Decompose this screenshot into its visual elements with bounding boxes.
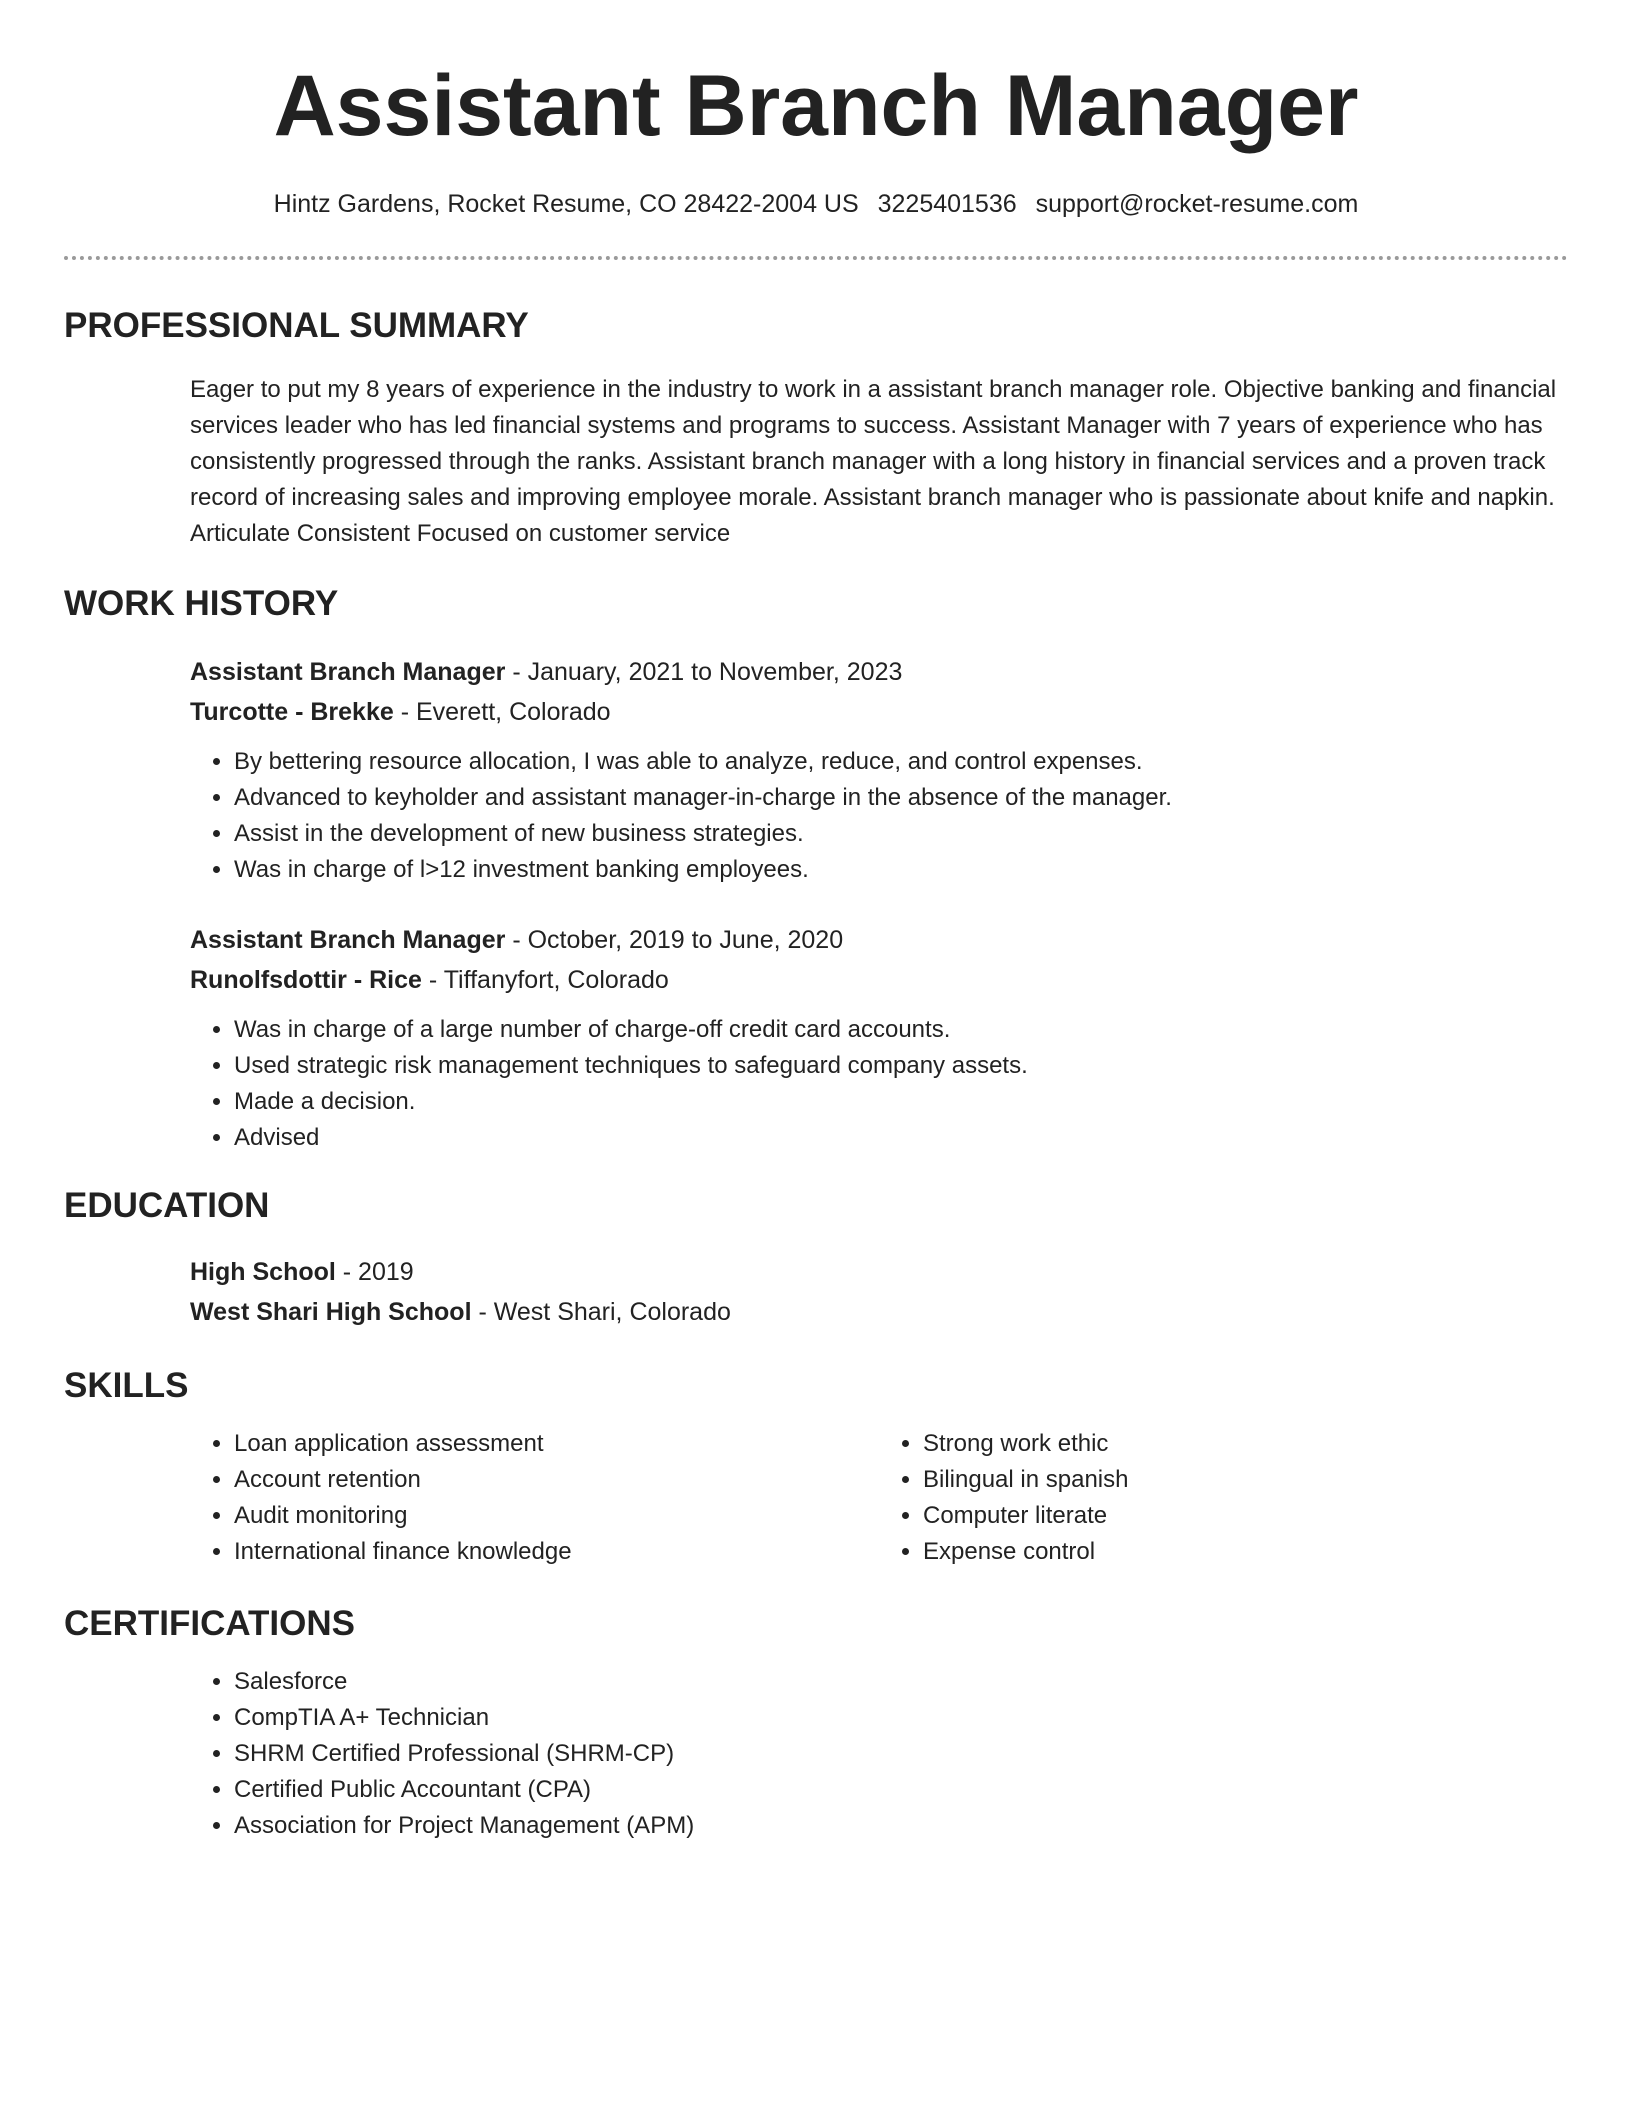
job-title-line <box>190 920 1568 960</box>
certification-item: • Association for Project Management (APM) <box>234 1808 1568 1844</box>
job-bullets <box>190 1012 1568 1156</box>
certification-item: • CompTIA A+ Technician <box>234 1700 1568 1736</box>
job-bullet: • By bettering resource allocation, I was able to analyze, reduce, and control expenses. <box>234 744 1568 780</box>
section-heading-summary: PROFESSIONAL SUMMARY <box>64 306 529 345</box>
job-title: Assistant Branch Manager <box>190 658 506 686</box>
education-school: West Shari High School <box>190 1298 472 1326</box>
certifications-block <box>190 1664 1568 1844</box>
skills-list-right <box>879 1426 1568 1570</box>
resume-page <box>64 0 1568 1844</box>
education-degree-line <box>190 1252 1568 1292</box>
skills-list-left <box>190 1426 879 1570</box>
job-bullet: • Used strategic risk management techniques to safeguard company assets. <box>234 1048 1568 1084</box>
job-title: Assistant Branch Manager <box>190 926 506 954</box>
education-section <box>64 1184 1568 1332</box>
certifications-section <box>64 1602 1568 1844</box>
job-company-line <box>190 960 1568 1000</box>
education-entry <box>190 1252 1568 1332</box>
summary-section <box>64 304 1568 552</box>
skill-item: • Audit monitoring <box>234 1498 879 1534</box>
job-dates: - January, 2021 to November, 2023 <box>505 658 903 686</box>
skills-section <box>64 1364 1568 1570</box>
summary-text: Eager to put my 8 years of experience in the industry to work in a assistant branch manager role. Objective banking and financial services leader who has led financial systems and programs to success. Assistant Manager with 7 years of experience who has consistently progressed through the ranks. Assistant branch manager with a long history in financial services and a proven track record of increasing sales and improving employee morale. Assistant branch manager who is passionate about knife and napkin. Articulate Consistent Focused on customer service <box>190 376 1557 547</box>
section-heading-work: WORK HISTORY <box>64 584 339 623</box>
job-bullet: • Advanced to keyholder and assistant manager-in-charge in the absence of the manager. <box>234 780 1568 816</box>
education-location: - West Shari, Colorado <box>471 1298 731 1326</box>
education-year: - 2019 <box>335 1258 414 1286</box>
contact-line <box>64 186 1568 222</box>
skills-grid <box>190 1426 1568 1570</box>
contact-phone: 3225401536 <box>877 190 1017 218</box>
job-dates: - October, 2019 to June, 2020 <box>505 926 844 954</box>
education-degree: High School <box>190 1258 336 1286</box>
job-bullets <box>190 744 1568 888</box>
contact-email: support@rocket-resume.com <box>1035 190 1359 218</box>
job-entry <box>190 652 1568 888</box>
certification-item: • Certified Public Accountant (CPA) <box>234 1772 1568 1808</box>
job-bullet: • Was in charge of a large number of charge-off credit card accounts. <box>234 1012 1568 1048</box>
job-company: Turcotte - Brekke <box>190 698 394 726</box>
skill-item: • Bilingual in spanish <box>923 1462 1568 1498</box>
resume-title: Assistant Branch Manager <box>273 58 1359 154</box>
certifications-list <box>190 1664 1568 1844</box>
education-school-line <box>190 1292 1568 1332</box>
job-bullet: • Made a decision. <box>234 1084 1568 1120</box>
skill-item: • Expense control <box>923 1534 1568 1570</box>
job-bullet: • Was in charge of l>12 investment banking employees. <box>234 852 1568 888</box>
job-bullet: • Advised <box>234 1120 1568 1156</box>
job-company-line <box>190 692 1568 732</box>
job-company: Runolfsdottir - Rice <box>190 966 422 994</box>
skill-item: • International finance knowledge <box>234 1534 879 1570</box>
job-location: - Tiffanyfort, Colorado <box>421 966 669 994</box>
job-bullet: • Assist in the development of new business strategies. <box>234 816 1568 852</box>
certification-item: • SHRM Certified Professional (SHRM-CP) <box>234 1736 1568 1772</box>
header-divider <box>64 256 1568 260</box>
skill-item: • Computer literate <box>923 1498 1568 1534</box>
job-location: - Everett, Colorado <box>393 698 611 726</box>
section-heading-education: EDUCATION <box>64 1186 270 1225</box>
job-entry <box>190 920 1568 1156</box>
section-heading-certifications: CERTIFICATIONS <box>64 1604 356 1643</box>
certification-item: • Salesforce <box>234 1664 1568 1700</box>
skill-item: • Strong work ethic <box>923 1426 1568 1462</box>
section-heading-skills: SKILLS <box>64 1366 189 1405</box>
skill-item: • Loan application assessment <box>234 1426 879 1462</box>
work-section <box>64 582 1568 1156</box>
job-title-line <box>190 652 1568 692</box>
contact-address: Hintz Gardens, Rocket Resume, CO 28422-2004 US <box>273 190 859 218</box>
skill-item: • Account retention <box>234 1462 879 1498</box>
